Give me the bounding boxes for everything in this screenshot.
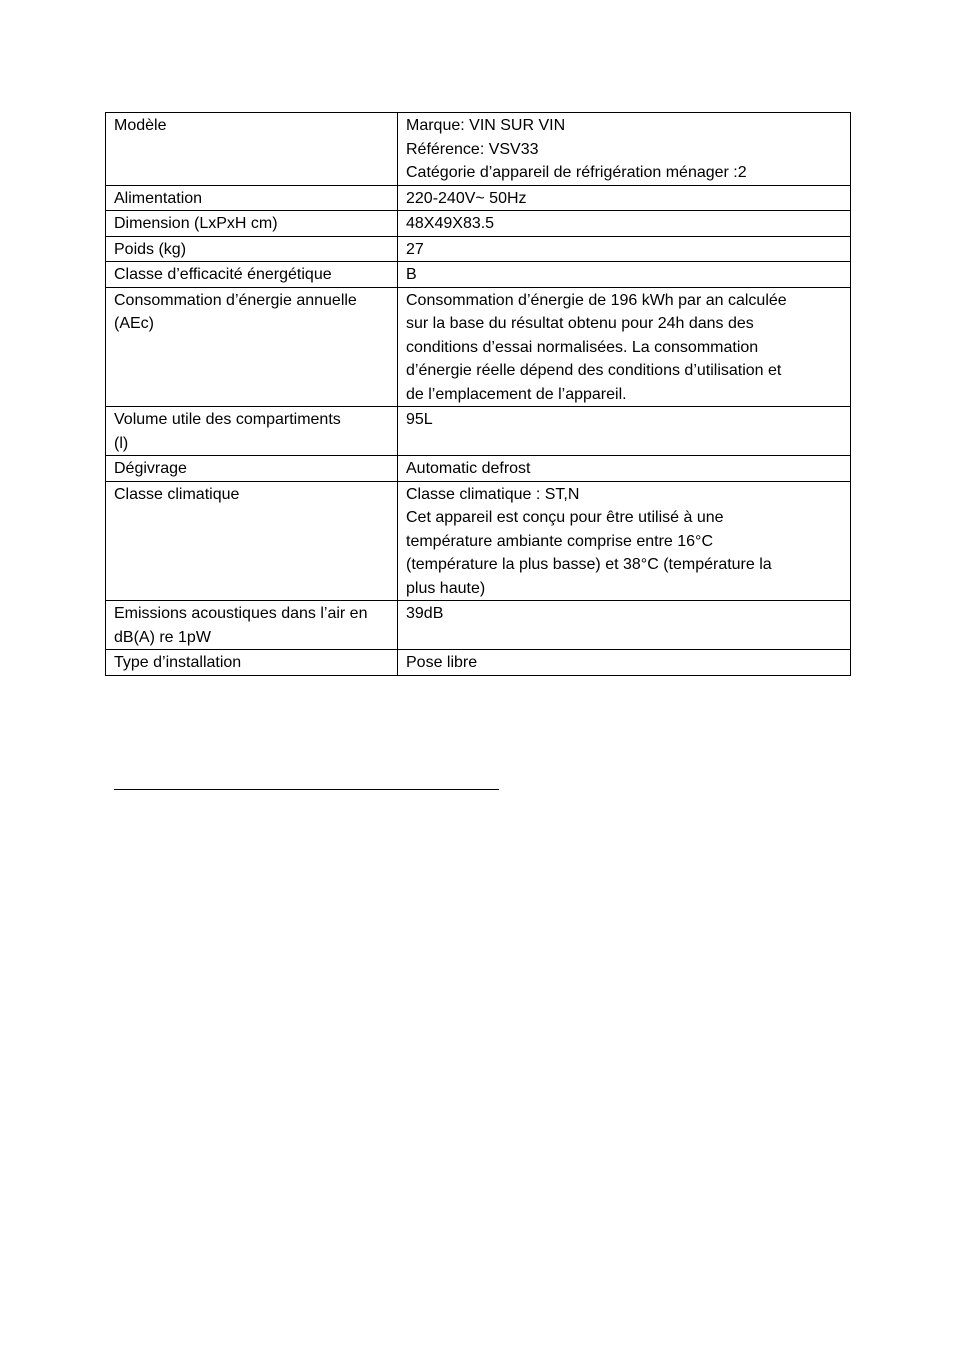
row-value-text: Cet appareil est conçu pour être utilisé à une xyxy=(406,509,724,526)
row-value-text: (température la plus basse) et 38°C (température la xyxy=(406,556,772,573)
row-label-text: Poids (kg) xyxy=(114,240,187,258)
row-label-cell xyxy=(106,407,398,456)
row-label-cell xyxy=(106,113,398,186)
row-value-cell xyxy=(398,601,851,650)
row-label-cell xyxy=(106,481,398,601)
row-value-text: température ambiante comprise entre 16°C xyxy=(406,532,713,550)
row-value-text: Référence: VSV33 xyxy=(406,140,539,158)
row-label-text: Volume utile des compartiments xyxy=(114,411,341,428)
row-value-cell xyxy=(398,407,851,456)
row-value-cell xyxy=(398,113,851,186)
row-label-text: Emissions acoustiques dans l’air en xyxy=(114,605,368,622)
row-label-text: Modèle xyxy=(114,117,167,134)
row-label-cell xyxy=(106,211,398,237)
row-value-cell xyxy=(398,185,851,211)
row-value-cell xyxy=(398,650,851,676)
row-value-text: Automatic defrost xyxy=(406,460,531,477)
row-value-text: Classe climatique : ST,N xyxy=(406,485,580,503)
row-value-text: 39dB xyxy=(406,605,444,622)
row-label-text: dB(A) re 1pW xyxy=(114,628,211,646)
row-value-text: Pose libre xyxy=(406,654,478,671)
row-label-text: Classe d’efficacité énergétique xyxy=(114,266,332,283)
row-value-text: d’énergie réelle dépend des conditions d’utilisation et xyxy=(406,362,782,379)
row-value-cell xyxy=(398,236,851,262)
row-value-text: 220-240V~ 50Hz xyxy=(406,189,527,207)
row-value-cell xyxy=(398,481,851,601)
row-value-cell xyxy=(398,211,851,237)
table-row xyxy=(106,211,851,237)
row-value-text: plus haute) xyxy=(406,579,486,597)
row-value-text: 27 xyxy=(406,240,424,258)
row-label-cell xyxy=(106,287,398,407)
row-label-cell xyxy=(106,650,398,676)
row-label-cell xyxy=(106,236,398,262)
footnote-separator xyxy=(114,789,499,790)
row-label-cell xyxy=(106,456,398,482)
row-label-cell xyxy=(106,262,398,288)
table-row xyxy=(106,456,851,482)
row-label-text: (AEc) xyxy=(114,315,154,332)
spec-table xyxy=(105,112,851,676)
row-value-text: Catégorie d’appareil de réfrigération ménager :2 xyxy=(406,164,747,181)
row-label-text: Type d’installation xyxy=(114,654,242,671)
row-value-cell xyxy=(398,262,851,288)
table-row xyxy=(106,650,851,676)
table-row xyxy=(106,262,851,288)
row-label-text: Dégivrage xyxy=(114,460,187,477)
row-label-text: Dimension (LxPxH cm) xyxy=(114,215,278,232)
row-value-text: Marque: VIN SUR VIN xyxy=(406,117,566,134)
row-value-text: conditions d’essai normalisées. La consommation xyxy=(406,338,759,356)
row-value-cell xyxy=(398,456,851,482)
table-row xyxy=(106,185,851,211)
row-value-text: B xyxy=(406,266,417,283)
table-row xyxy=(106,407,851,456)
row-value-text: Consommation d’énergie de 196 kWh par an calculée xyxy=(406,291,787,309)
row-value-text: 48X49X83.5 xyxy=(406,215,495,232)
row-label-cell xyxy=(106,185,398,211)
row-value-cell xyxy=(398,287,851,407)
row-value-text: de l’emplacement de l’appareil. xyxy=(406,385,627,403)
row-label-text: Consommation d’énergie annuelle xyxy=(114,291,357,309)
table-row xyxy=(106,287,851,407)
table-row xyxy=(106,481,851,601)
row-label-text: Classe climatique xyxy=(114,485,240,503)
row-label-cell xyxy=(106,601,398,650)
table-row xyxy=(106,601,851,650)
row-value-text: sur la base du résultat obtenu pour 24h dans des xyxy=(406,315,754,332)
table-row xyxy=(106,236,851,262)
table-row xyxy=(106,113,851,186)
row-value-text: 95L xyxy=(406,411,433,428)
row-label-text: (l) xyxy=(114,434,129,452)
row-label-text: Alimentation xyxy=(114,189,203,207)
